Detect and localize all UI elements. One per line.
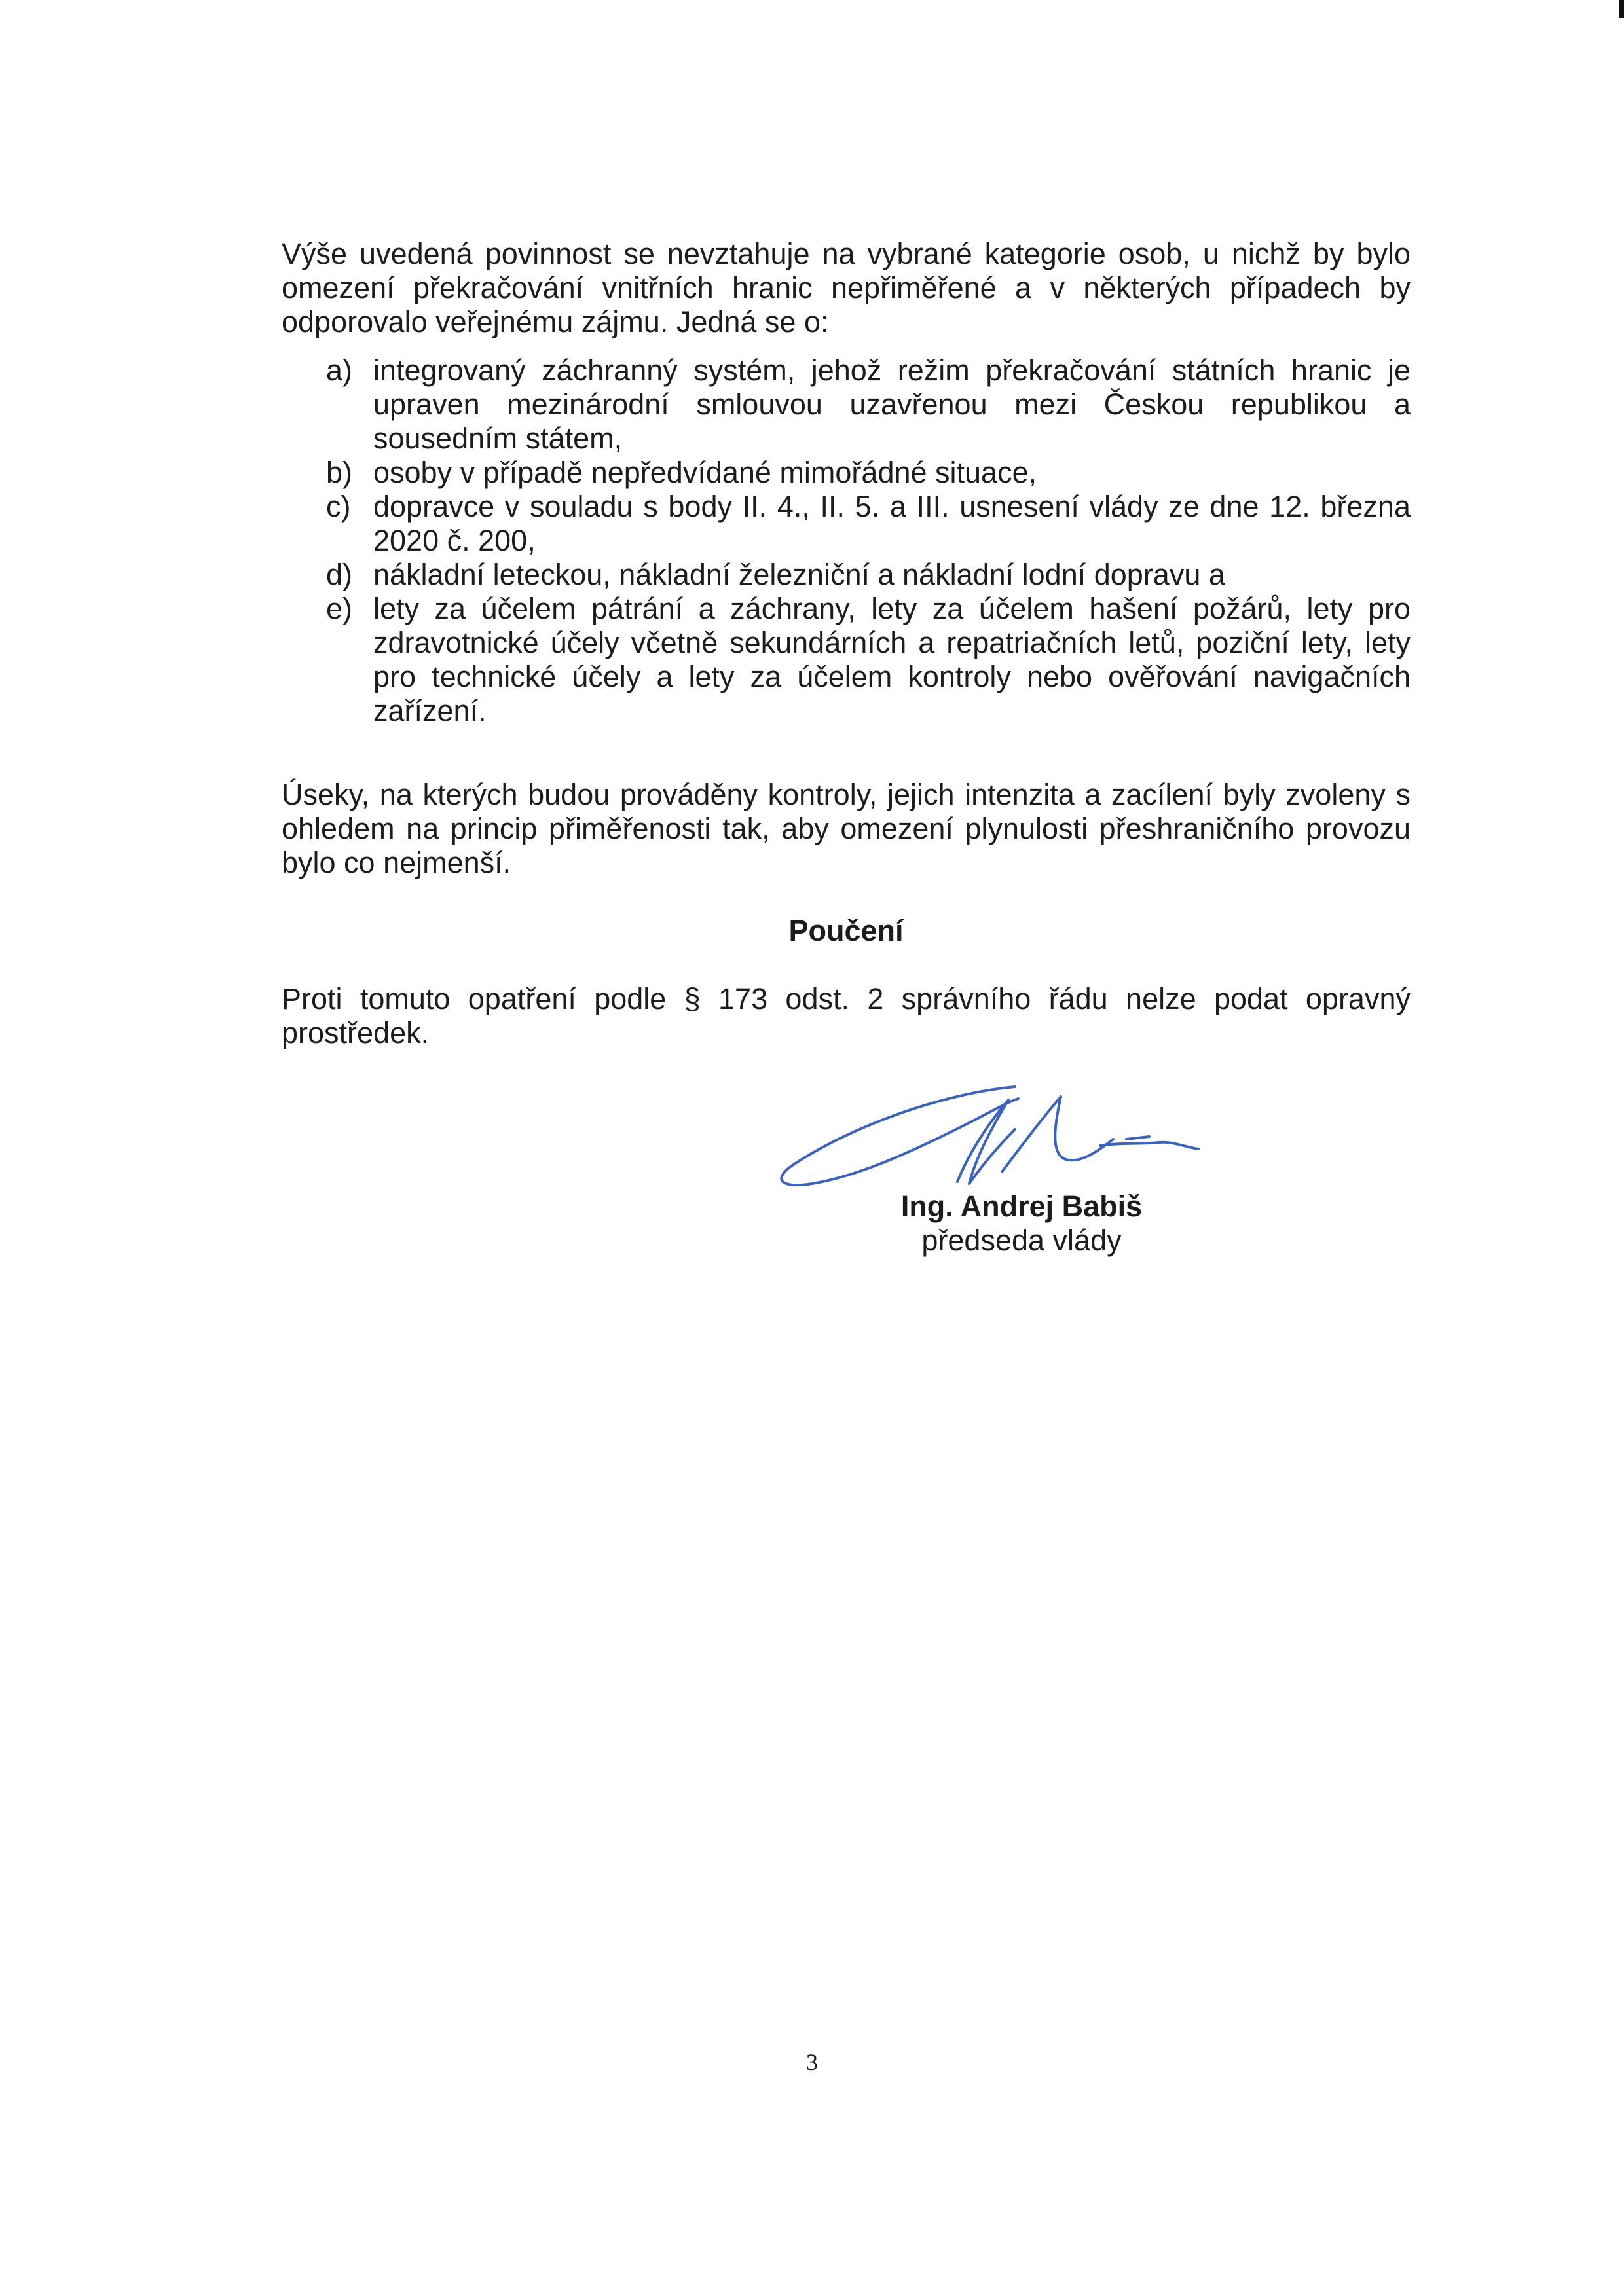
list-marker: a) (326, 354, 353, 387)
signature-stroke (1002, 1097, 1113, 1172)
list-item (282, 558, 1411, 592)
list-item-text: osoby v případě nepředvídané mimořádné situace, (373, 456, 1037, 489)
list-item-text: lety za účelem pátrání a záchrany, lety za účelem hašení požárů, lety pro zdravotnické účely včetně sekundárních a repatriačních letů, poziční lety, lety pro technické účely a lety za účelem kontroly nebo ověřování navigačních zařízení. (373, 592, 1411, 727)
scan-mark (1619, 0, 1624, 18)
list-item (282, 354, 1411, 456)
list-marker: b) (326, 456, 353, 489)
list-item (282, 490, 1411, 558)
handwritten-signature (773, 1067, 1205, 1198)
exemption-list (282, 354, 1411, 728)
list-marker: e) (326, 592, 353, 625)
list-item-text: nákladní leteckou, nákladní železniční a nákladní lodní dopravu a (373, 558, 1225, 591)
signature-stroke (1126, 1137, 1149, 1139)
signature-stroke (1100, 1142, 1198, 1149)
list-item-text: integrovaný záchranný systém, jehož režim překračování státních hranic je upraven mezinárodní smlouvou uzavřenou mezi Českou republikou a sousedním státem, (373, 354, 1411, 455)
page-number: 3 (806, 2049, 818, 2075)
signer-title: předseda vlády (921, 1224, 1122, 1257)
signer-name: Ing. Andrej Babiš (900, 1190, 1143, 1223)
list-marker: c) (326, 490, 351, 523)
notice-heading: Poučení (788, 914, 904, 947)
intro-paragraph: Výše uvedená povinnost se nevztahuje na vybrané kategorie osob, u nichž by bylo omezení překračování vnitřních hranic nepřiměřené a v některých případech by odporovalo veřejnému zájmu. Jedná se o: (282, 237, 1411, 338)
notice-paragraph: Proti tomuto opatření podle § 173 odst. 2 správního řádu nelze podat opravný prostředek. (282, 982, 1411, 1049)
controls-paragraph: Úseky, na kterých budou prováděny kontroly, jejich intenzita a zacílení byly zvoleny s ohledem na princip přiměřenosti tak, aby omezení plynulosti přeshraničního provozu bylo co nejmenší. (282, 778, 1411, 879)
signature-stroke (957, 1100, 1015, 1184)
list-marker: d) (326, 558, 353, 591)
list-item (282, 456, 1411, 490)
list-item-text: dopravce v souladu s body II. 4., II. 5. a III. usnesení vlády ze dne 12. března 2020 č. 200, (373, 490, 1411, 557)
list-item (282, 592, 1411, 728)
